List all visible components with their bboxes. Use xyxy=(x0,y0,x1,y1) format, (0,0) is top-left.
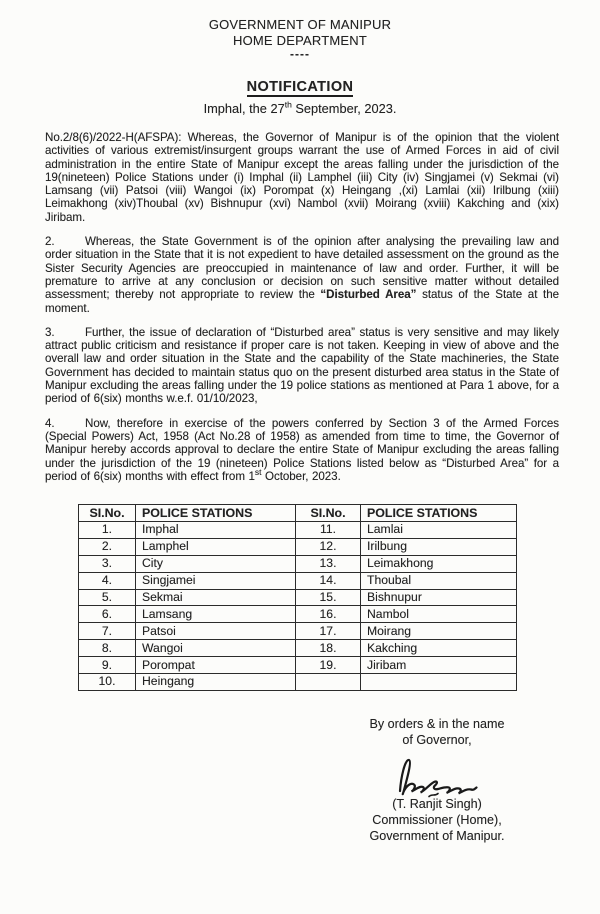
table-row xyxy=(79,538,517,555)
date-prefix: Imphal, the 27 xyxy=(203,101,285,116)
serial-number-cell: 5. xyxy=(79,589,136,606)
serial-number-cell: 8. xyxy=(79,640,136,657)
para-3-number: 3. xyxy=(45,325,55,339)
serial-number-cell: 12. xyxy=(296,538,361,555)
para-opening xyxy=(45,131,559,224)
table-row xyxy=(79,640,517,657)
police-station-cell: Heingang xyxy=(136,674,296,691)
table-header-row xyxy=(79,505,517,522)
table-row xyxy=(79,606,517,623)
signature-byline-1: By orders & in the name xyxy=(369,716,505,731)
serial-number-cell: 3. xyxy=(79,555,136,572)
serial-number-cell: 9. xyxy=(79,657,136,674)
police-station-cell: Singjamei xyxy=(136,572,296,589)
serial-number-cell: 19. xyxy=(296,657,361,674)
serial-number-cell: 18. xyxy=(296,640,361,657)
signature-byline-2: of Governor, xyxy=(402,733,472,748)
para-4 xyxy=(45,417,559,483)
table-row xyxy=(79,555,517,572)
police-station-cell: Patsoi xyxy=(136,623,296,640)
para-2-number: 2. xyxy=(45,235,55,249)
serial-number-cell: 1. xyxy=(79,522,136,539)
police-station-cell: City xyxy=(136,555,296,572)
para-2-text-after: status of the State at the moment. xyxy=(45,288,560,315)
police-station-cell: Imphal xyxy=(136,522,296,539)
serial-number-cell xyxy=(296,674,361,691)
serial-number-cell: 6. xyxy=(79,606,136,623)
serial-number-cell: 2. xyxy=(79,538,136,555)
separator-dashes: ---- xyxy=(290,47,310,61)
para-3 xyxy=(45,326,559,406)
serial-number-cell: 17. xyxy=(296,623,361,640)
signature-handwriting xyxy=(389,752,485,798)
serial-number-cell: 7. xyxy=(79,623,136,640)
police-station-cell xyxy=(361,674,517,691)
table-row xyxy=(79,589,517,606)
table-header-stations-right: POLICE STATIONS xyxy=(361,505,517,522)
police-station-cell: Wangoi xyxy=(136,640,296,657)
table-row xyxy=(79,623,517,640)
dateline xyxy=(0,101,600,116)
dept-name: HOME DEPARTMENT xyxy=(233,32,367,48)
serial-number-cell: 11. xyxy=(296,522,361,539)
para-4-superscript: st xyxy=(254,466,262,477)
table-row xyxy=(79,522,517,539)
para-4-text-before: Now, therefore in exercise of the powers conferred by Section 3 of the Armed Forces (Special Powers) Act, 1958 (Act No.28 of 1958) as amended from time to time, the Governor of Manipur hereby accords approval to declare the entire State of Manipur excluding the areas falling under the jurisdiction of the 19 (nineteen) Police Stations listed below as “Disturbed Area” for a period of 6(six) months with effect from 1 xyxy=(45,416,559,483)
police-station-cell: Lamphel xyxy=(136,538,296,555)
table-row xyxy=(79,572,517,589)
notification-title: NOTIFICATION xyxy=(246,79,354,95)
date-superscript: th xyxy=(284,99,292,110)
police-stations-table xyxy=(78,504,517,691)
table-row xyxy=(79,674,517,691)
para-3-text: Further, the issue of declaration of “Disturbed area” status is very sensitive and may likely attract public criticism and resistance if proper care is not taken. Keeping in view of above and the overall law and order situation in the State and the capability of the State machineries, the State Government has decided to maintain status quo on the present disturbed area status in the State of Manipur excluding the areas falling under the 19 police stations as mentioned at Para 1 above, for a period of 6(six) months w.e.f. 01/10/2023, xyxy=(45,325,559,406)
police-station-cell: Lamsang xyxy=(136,606,296,623)
police-station-cell: Irilbung xyxy=(361,538,517,555)
document-header xyxy=(0,0,600,48)
para-2-bold-phrase: “Disturbed Area” xyxy=(320,288,417,302)
police-station-cell: Sekmai xyxy=(136,589,296,606)
serial-number-cell: 16. xyxy=(296,606,361,623)
serial-number-cell: 15. xyxy=(296,589,361,606)
table-header-slno-left: SI.No. xyxy=(79,505,136,522)
police-station-cell: Porompat xyxy=(136,657,296,674)
police-station-cell: Jiribam xyxy=(361,657,517,674)
police-stations-table-body xyxy=(79,522,517,691)
table-row xyxy=(79,657,517,674)
para-4-number: 4. xyxy=(45,416,55,430)
police-station-cell: Leimakhong xyxy=(361,555,517,572)
serial-number-cell: 10. xyxy=(79,674,136,691)
police-station-cell: Lamlai xyxy=(361,522,517,539)
serial-number-cell: 13. xyxy=(296,555,361,572)
table-header-stations-left: POLICE STATIONS xyxy=(136,505,296,522)
para-4-text-after: October, 2023. xyxy=(261,469,341,483)
serial-number-cell: 4. xyxy=(79,572,136,589)
table-header-slno-right: SI.No. xyxy=(296,505,361,522)
signatory-designation: Commissioner (Home), xyxy=(372,812,502,827)
signature-block xyxy=(333,716,541,844)
date-suffix: September, 2023. xyxy=(291,101,397,116)
signatory-name: (T. Ranjit Singh) xyxy=(392,796,482,811)
org-name: GOVERNMENT OF MANIPUR xyxy=(208,17,392,32)
para-2 xyxy=(45,235,559,315)
para-2-text-before: Whereas, the State Government is of the opinion after analysing the prevailing law and order situation in the State that it is not expedient to have detailed assessment on the ground as the Sister Security Agencies are preoccupied in maintenance of law and order. Further, it will be premature to arrive at any conclusion or decision on such sensitive matter without detailed assessment; thereby not appropriate to review the xyxy=(45,235,559,302)
police-station-cell: Bishnupur xyxy=(361,589,517,606)
title-row xyxy=(0,78,600,97)
police-station-cell: Nambol xyxy=(361,606,517,623)
police-station-cell: Kakching xyxy=(361,640,517,657)
serial-number-cell: 14. xyxy=(296,572,361,589)
police-station-cell: Moirang xyxy=(361,623,517,640)
police-station-cell: Thoubal xyxy=(361,572,517,589)
signatory-office: Government of Manipur. xyxy=(369,829,505,844)
para-opening-text: No.2/8(6)/2022-H(AFSPA): Whereas, the Governor of Manipur is of the opinion that the violent activities of various extremist/insurgent groups warrant the use of Armed Forces in aid of civil administration in the entire State of Manipur except the areas falling under the jurisdiction of the 19(nineteen) Police Stations under (i) Imphal (ii) Lamphel (iii) City (iv) Singjamei (v) Sekmai (vi) Lamsang (vii) Patsoi (viii) Wangoi (ix) Porompat (x) Heingang ,(xi) Lamlai (xii) Irilbung (xiii) Leimakhong (xiv)Thoubal (xv) Bishnupur (xvi) Nambol (xvii) Moirang (xviii) Kakching and (xix) Jiribam. xyxy=(45,131,559,224)
